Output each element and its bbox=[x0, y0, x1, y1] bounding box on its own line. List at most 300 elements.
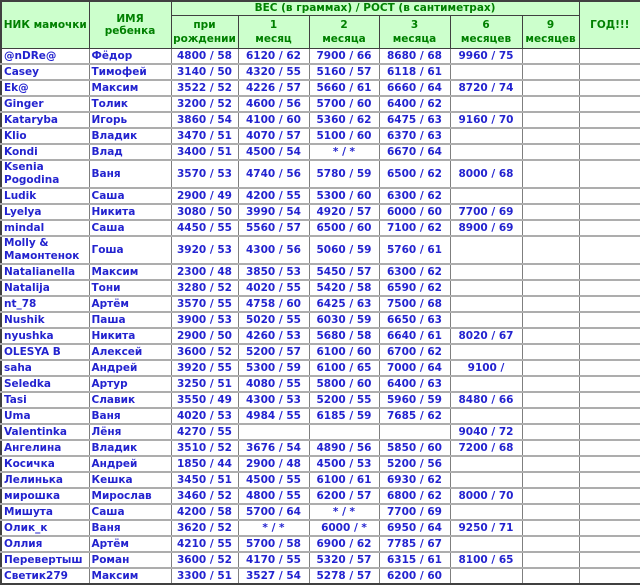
value-cell bbox=[522, 264, 579, 280]
child-name-cell: Паша bbox=[89, 312, 171, 328]
value-cell bbox=[579, 360, 640, 376]
table-row bbox=[1, 220, 640, 236]
value-cell bbox=[579, 204, 640, 220]
value-cell: 8020 / 67 bbox=[450, 328, 522, 344]
value-cell: 7785 / 67 bbox=[379, 536, 450, 552]
value-cell: 6400 / 62 bbox=[379, 96, 450, 112]
value-cell bbox=[450, 536, 522, 552]
value-cell bbox=[579, 188, 640, 204]
nick-cell: Светик279 bbox=[1, 568, 89, 584]
table-row bbox=[1, 424, 640, 440]
child-name-cell: Гоша bbox=[89, 236, 171, 264]
value-cell bbox=[522, 49, 579, 65]
nick-cell: nt_78 bbox=[1, 296, 89, 312]
table-row bbox=[1, 236, 640, 264]
value-cell: 5060 / 59 bbox=[309, 236, 379, 264]
child-name-cell: Саша bbox=[89, 220, 171, 236]
value-cell: 5300 / 60 bbox=[309, 188, 379, 204]
value-cell bbox=[450, 264, 522, 280]
child-name-cell: Максим bbox=[89, 80, 171, 96]
table-row bbox=[1, 472, 640, 488]
col-header-nick: НИК мамочки bbox=[1, 1, 89, 49]
nick-cell: Molly & Мамонтенок bbox=[1, 236, 89, 264]
value-cell bbox=[579, 328, 640, 344]
value-cell bbox=[450, 96, 522, 112]
value-cell bbox=[579, 520, 640, 536]
value-cell bbox=[579, 296, 640, 312]
value-cell: 6100 / 60 bbox=[309, 344, 379, 360]
value-cell: 3676 / 54 bbox=[238, 440, 309, 456]
col-header-child-name bbox=[89, 1, 171, 49]
value-cell bbox=[579, 280, 640, 296]
value-cell: 4920 / 57 bbox=[309, 204, 379, 220]
table-row bbox=[1, 280, 640, 296]
table-row bbox=[1, 568, 640, 584]
value-cell: 6650 / 63 bbox=[379, 312, 450, 328]
value-cell bbox=[579, 552, 640, 568]
nick-cell: saha bbox=[1, 360, 89, 376]
value-cell: 3600 / 52 bbox=[171, 552, 238, 568]
nick-cell: Seledka bbox=[1, 376, 89, 392]
value-cell: 5700 / 60 bbox=[309, 96, 379, 112]
table-row bbox=[1, 520, 640, 536]
col-header-month-1 bbox=[238, 16, 309, 49]
table-row bbox=[1, 360, 640, 376]
value-cell: 6950 / 64 bbox=[379, 520, 450, 536]
month-label-bottom: месяц bbox=[255, 33, 292, 45]
nick-cell: Мишута bbox=[1, 504, 89, 520]
value-cell: 6370 / 63 bbox=[379, 128, 450, 144]
child-name-cell: Максим bbox=[89, 568, 171, 584]
value-cell: 7700 / 69 bbox=[379, 504, 450, 520]
value-cell: 5320 / 57 bbox=[309, 552, 379, 568]
value-cell: 6500 / 60 bbox=[309, 220, 379, 236]
value-cell: 4210 / 55 bbox=[171, 536, 238, 552]
value-cell: 9040 / 72 bbox=[450, 424, 522, 440]
value-cell bbox=[450, 472, 522, 488]
value-cell: 6200 / 60 bbox=[379, 568, 450, 584]
col-header-month-6 bbox=[450, 16, 522, 49]
nick-cell: Nushik bbox=[1, 312, 89, 328]
child-name-cell: Саша bbox=[89, 504, 171, 520]
value-cell: 5700 / 64 bbox=[238, 504, 309, 520]
value-cell bbox=[579, 312, 640, 328]
table-row bbox=[1, 536, 640, 552]
month-label-top: 2 bbox=[340, 19, 348, 31]
value-cell bbox=[450, 312, 522, 328]
table-row bbox=[1, 456, 640, 472]
value-cell: 3990 / 54 bbox=[238, 204, 309, 220]
value-cell: 4800 / 58 bbox=[171, 49, 238, 65]
value-cell: 3900 / 53 bbox=[171, 312, 238, 328]
table-row bbox=[1, 64, 640, 80]
table-row bbox=[1, 552, 640, 568]
value-cell: 5850 / 60 bbox=[379, 440, 450, 456]
value-cell bbox=[309, 424, 379, 440]
value-cell bbox=[522, 520, 579, 536]
table-body bbox=[1, 49, 640, 585]
value-cell: 5278 / 57 bbox=[309, 568, 379, 584]
value-cell bbox=[579, 456, 640, 472]
value-cell bbox=[522, 408, 579, 424]
child-name-cell: Славик bbox=[89, 392, 171, 408]
value-cell: 5960 / 59 bbox=[379, 392, 450, 408]
value-cell bbox=[522, 236, 579, 264]
value-cell: 4500 / 55 bbox=[238, 472, 309, 488]
value-cell bbox=[579, 64, 640, 80]
value-cell bbox=[579, 220, 640, 236]
value-cell: 6640 / 61 bbox=[379, 328, 450, 344]
value-cell: 2900 / 50 bbox=[171, 328, 238, 344]
value-cell: 4070 / 57 bbox=[238, 128, 309, 144]
child-name-cell: Никита bbox=[89, 328, 171, 344]
value-cell bbox=[579, 392, 640, 408]
header-row-band bbox=[1, 1, 640, 16]
table-row bbox=[1, 128, 640, 144]
value-cell: 4226 / 57 bbox=[238, 80, 309, 96]
nick-cell: Lyelya bbox=[1, 204, 89, 220]
value-cell: 3450 / 51 bbox=[171, 472, 238, 488]
value-cell: 8480 / 66 bbox=[450, 392, 522, 408]
value-cell: 3860 / 54 bbox=[171, 112, 238, 128]
month-label-bottom: месяца bbox=[322, 33, 366, 45]
value-cell bbox=[522, 344, 579, 360]
child-name-cell: Ваня bbox=[89, 408, 171, 424]
value-cell bbox=[579, 160, 640, 188]
value-cell bbox=[579, 112, 640, 128]
value-cell: 8100 / 65 bbox=[450, 552, 522, 568]
value-cell: 7500 / 68 bbox=[379, 296, 450, 312]
nick-cell: Ангелина bbox=[1, 440, 89, 456]
value-cell: 5420 / 58 bbox=[309, 280, 379, 296]
value-cell bbox=[522, 280, 579, 296]
month-label-top: 3 bbox=[410, 19, 419, 31]
value-cell: 8000 / 70 bbox=[450, 488, 522, 504]
child-name-cell: Андрей bbox=[89, 360, 171, 376]
value-cell: 3250 / 51 bbox=[171, 376, 238, 392]
value-cell bbox=[579, 440, 640, 456]
value-cell: 5760 / 61 bbox=[379, 236, 450, 264]
value-cell: 6660 / 64 bbox=[379, 80, 450, 96]
value-cell: 4500 / 53 bbox=[309, 456, 379, 472]
value-cell: 4170 / 55 bbox=[238, 552, 309, 568]
nick-cell: Лелинька bbox=[1, 472, 89, 488]
value-cell: 3200 / 52 bbox=[171, 96, 238, 112]
table-row bbox=[1, 80, 640, 96]
value-cell: 5700 / 58 bbox=[238, 536, 309, 552]
value-cell: 5020 / 55 bbox=[238, 312, 309, 328]
table-row bbox=[1, 296, 640, 312]
month-label-bottom: рождении bbox=[173, 33, 236, 45]
col-header-child-name-line2: ребенка bbox=[104, 25, 156, 37]
value-cell: 6185 / 59 bbox=[309, 408, 379, 424]
value-cell: 7900 / 66 bbox=[309, 49, 379, 65]
month-label-top: 1 bbox=[269, 19, 278, 31]
table-row bbox=[1, 312, 640, 328]
nick-cell: Ginger bbox=[1, 96, 89, 112]
table-row bbox=[1, 204, 640, 220]
value-cell: * / * bbox=[238, 520, 309, 536]
value-cell: 6700 / 62 bbox=[379, 344, 450, 360]
value-cell bbox=[522, 424, 579, 440]
value-cell: 3600 / 52 bbox=[171, 344, 238, 360]
value-cell: 5200 / 57 bbox=[238, 344, 309, 360]
value-cell: 4758 / 60 bbox=[238, 296, 309, 312]
value-cell: 8900 / 69 bbox=[450, 220, 522, 236]
value-cell: 6800 / 62 bbox=[379, 488, 450, 504]
value-cell: 3920 / 55 bbox=[171, 360, 238, 376]
table-row bbox=[1, 112, 640, 128]
value-cell: 7200 / 68 bbox=[450, 440, 522, 456]
nick-cell: Косичка bbox=[1, 456, 89, 472]
value-cell: 8720 / 74 bbox=[450, 80, 522, 96]
value-cell: 6475 / 63 bbox=[379, 112, 450, 128]
value-cell: 4500 / 54 bbox=[238, 144, 309, 160]
value-cell bbox=[450, 188, 522, 204]
value-cell: 5560 / 57 bbox=[238, 220, 309, 236]
value-cell: 5300 / 59 bbox=[238, 360, 309, 376]
nick-cell: OLESYA B bbox=[1, 344, 89, 360]
child-name-cell: Толик bbox=[89, 96, 171, 112]
value-cell: 4300 / 53 bbox=[238, 392, 309, 408]
table-row bbox=[1, 264, 640, 280]
value-cell: 3470 / 51 bbox=[171, 128, 238, 144]
nick-cell: Олик_к bbox=[1, 520, 89, 536]
value-cell: 7700 / 69 bbox=[450, 204, 522, 220]
table-row bbox=[1, 488, 640, 504]
value-cell: 6500 / 62 bbox=[379, 160, 450, 188]
value-cell: 5800 / 60 bbox=[309, 376, 379, 392]
value-cell: 5360 / 62 bbox=[309, 112, 379, 128]
value-cell: 6590 / 62 bbox=[379, 280, 450, 296]
value-cell bbox=[522, 376, 579, 392]
value-cell: 6100 / 65 bbox=[309, 360, 379, 376]
value-cell bbox=[450, 376, 522, 392]
value-cell bbox=[522, 64, 579, 80]
value-cell: 6425 / 63 bbox=[309, 296, 379, 312]
nick-cell: Tasi bbox=[1, 392, 89, 408]
value-cell: 3140 / 50 bbox=[171, 64, 238, 80]
value-cell bbox=[522, 296, 579, 312]
month-label-bottom: месяца bbox=[392, 33, 437, 45]
value-cell: 3400 / 51 bbox=[171, 144, 238, 160]
value-cell bbox=[450, 344, 522, 360]
value-cell bbox=[450, 568, 522, 584]
nick-cell: мирошка bbox=[1, 488, 89, 504]
value-cell: 4300 / 56 bbox=[238, 236, 309, 264]
value-cell bbox=[579, 536, 640, 552]
value-cell bbox=[450, 504, 522, 520]
value-cell: 4020 / 55 bbox=[238, 280, 309, 296]
value-cell bbox=[579, 264, 640, 280]
value-cell bbox=[522, 328, 579, 344]
value-cell: 6900 / 62 bbox=[309, 536, 379, 552]
month-label-bottom: месяцев bbox=[525, 33, 576, 45]
value-cell bbox=[522, 220, 579, 236]
value-cell: 1850 / 44 bbox=[171, 456, 238, 472]
child-name-cell: Саша bbox=[89, 188, 171, 204]
nick-cell: Перевертыш bbox=[1, 552, 89, 568]
value-cell: 5780 / 59 bbox=[309, 160, 379, 188]
value-cell bbox=[522, 312, 579, 328]
value-cell: 4450 / 55 bbox=[171, 220, 238, 236]
value-cell bbox=[579, 568, 640, 584]
value-cell: 4890 / 56 bbox=[309, 440, 379, 456]
value-cell: 9100 / bbox=[450, 360, 522, 376]
value-cell bbox=[579, 49, 640, 65]
nick-cell: Оллия bbox=[1, 536, 89, 552]
col-header-month-9 bbox=[522, 16, 579, 49]
value-cell: 5200 / 55 bbox=[309, 392, 379, 408]
child-name-cell: Ваня bbox=[89, 160, 171, 188]
value-cell: 4270 / 55 bbox=[171, 424, 238, 440]
table-row bbox=[1, 440, 640, 456]
child-name-cell: Андрей bbox=[89, 456, 171, 472]
month-label-top: 6 bbox=[482, 19, 490, 31]
value-cell: 5160 / 57 bbox=[309, 64, 379, 80]
value-cell bbox=[522, 536, 579, 552]
col-header-month-3 bbox=[379, 16, 450, 49]
value-cell: 6300 / 62 bbox=[379, 264, 450, 280]
value-cell: 5100 / 60 bbox=[309, 128, 379, 144]
value-cell: 4080 / 55 bbox=[238, 376, 309, 392]
nick-cell: Kondi bbox=[1, 144, 89, 160]
value-cell bbox=[579, 128, 640, 144]
value-cell: 6000 / 60 bbox=[379, 204, 450, 220]
nick-cell: @nDRe@ bbox=[1, 49, 89, 65]
value-cell: 4100 / 60 bbox=[238, 112, 309, 128]
value-cell: 2300 / 48 bbox=[171, 264, 238, 280]
value-cell: 4260 / 53 bbox=[238, 328, 309, 344]
value-cell: 6200 / 57 bbox=[309, 488, 379, 504]
value-cell: 2900 / 49 bbox=[171, 188, 238, 204]
child-name-cell: Роман bbox=[89, 552, 171, 568]
month-label-bottom: месяцев bbox=[460, 33, 512, 45]
col-header-birth bbox=[171, 16, 238, 49]
value-cell bbox=[522, 456, 579, 472]
value-cell: 6120 / 62 bbox=[238, 49, 309, 65]
child-name-cell: Тони bbox=[89, 280, 171, 296]
nick-cell: Casey bbox=[1, 64, 89, 80]
value-cell bbox=[522, 112, 579, 128]
value-cell bbox=[522, 488, 579, 504]
table-row bbox=[1, 328, 640, 344]
value-cell: 4800 / 55 bbox=[238, 488, 309, 504]
value-cell: 6315 / 61 bbox=[379, 552, 450, 568]
value-cell bbox=[579, 504, 640, 520]
value-cell: 6118 / 61 bbox=[379, 64, 450, 80]
value-cell: 4020 / 53 bbox=[171, 408, 238, 424]
value-cell bbox=[522, 188, 579, 204]
table-row bbox=[1, 392, 640, 408]
value-cell: 3522 / 52 bbox=[171, 80, 238, 96]
value-cell: 6670 / 64 bbox=[379, 144, 450, 160]
value-cell bbox=[522, 160, 579, 188]
value-cell: 8680 / 68 bbox=[379, 49, 450, 65]
child-name-cell: Тимофей bbox=[89, 64, 171, 80]
nick-cell: Natalianella bbox=[1, 264, 89, 280]
value-cell: 3620 / 52 bbox=[171, 520, 238, 536]
value-cell: 6930 / 62 bbox=[379, 472, 450, 488]
value-cell: 4200 / 58 bbox=[171, 504, 238, 520]
value-cell bbox=[579, 96, 640, 112]
nick-cell: Natalija bbox=[1, 280, 89, 296]
child-name-cell: Алексей bbox=[89, 344, 171, 360]
col-header-child-name-line1: ИМЯ bbox=[116, 13, 144, 25]
value-cell: 9250 / 71 bbox=[450, 520, 522, 536]
table-row bbox=[1, 96, 640, 112]
value-cell: 5660 / 61 bbox=[309, 80, 379, 96]
value-cell: 4740 / 56 bbox=[238, 160, 309, 188]
value-cell bbox=[522, 504, 579, 520]
value-cell bbox=[579, 408, 640, 424]
value-cell: 4200 / 55 bbox=[238, 188, 309, 204]
child-name-cell: Артём bbox=[89, 296, 171, 312]
month-label-top: при bbox=[193, 19, 216, 31]
child-name-cell: Артур bbox=[89, 376, 171, 392]
table-row bbox=[1, 160, 640, 188]
value-cell: 3300 / 51 bbox=[171, 568, 238, 584]
table-header bbox=[1, 1, 640, 49]
value-cell: 8000 / 68 bbox=[450, 160, 522, 188]
value-cell bbox=[522, 204, 579, 220]
nick-cell: Klio bbox=[1, 128, 89, 144]
child-name-cell: Никита bbox=[89, 204, 171, 220]
value-cell: 9960 / 75 bbox=[450, 49, 522, 65]
value-cell: * / * bbox=[309, 144, 379, 160]
value-cell bbox=[579, 80, 640, 96]
value-cell: 7685 / 62 bbox=[379, 408, 450, 424]
value-cell: 3920 / 53 bbox=[171, 236, 238, 264]
value-cell bbox=[522, 440, 579, 456]
value-cell bbox=[579, 488, 640, 504]
month-label-top: 9 bbox=[546, 19, 555, 31]
value-cell: 4600 / 56 bbox=[238, 96, 309, 112]
value-cell bbox=[522, 144, 579, 160]
col-header-month-2 bbox=[309, 16, 379, 49]
child-name-cell: Игорь bbox=[89, 112, 171, 128]
child-name-cell: Владик bbox=[89, 128, 171, 144]
value-cell bbox=[522, 392, 579, 408]
value-cell: 3570 / 53 bbox=[171, 160, 238, 188]
value-cell: 5450 / 57 bbox=[309, 264, 379, 280]
child-name-cell: Артём bbox=[89, 536, 171, 552]
col-header-weight-height-band: ВЕС (в граммах) / РОСТ (в сантиметрах) bbox=[171, 1, 579, 16]
nick-cell: mindal bbox=[1, 220, 89, 236]
table-row bbox=[1, 144, 640, 160]
child-name-cell: Лёня bbox=[89, 424, 171, 440]
nick-cell: Uma bbox=[1, 408, 89, 424]
value-cell bbox=[522, 360, 579, 376]
value-cell bbox=[450, 144, 522, 160]
value-cell bbox=[238, 424, 309, 440]
value-cell: 3280 / 52 bbox=[171, 280, 238, 296]
value-cell bbox=[579, 144, 640, 160]
value-cell: 7000 / 64 bbox=[379, 360, 450, 376]
value-cell: 5200 / 56 bbox=[379, 456, 450, 472]
child-name-cell: Мирослав bbox=[89, 488, 171, 504]
table-row bbox=[1, 504, 640, 520]
value-cell: 3527 / 54 bbox=[238, 568, 309, 584]
value-cell bbox=[522, 568, 579, 584]
value-cell bbox=[522, 96, 579, 112]
value-cell: 3080 / 50 bbox=[171, 204, 238, 220]
value-cell: 6100 / 61 bbox=[309, 472, 379, 488]
value-cell: 3570 / 55 bbox=[171, 296, 238, 312]
value-cell: 6000 / * bbox=[309, 520, 379, 536]
value-cell bbox=[579, 424, 640, 440]
value-cell bbox=[379, 424, 450, 440]
